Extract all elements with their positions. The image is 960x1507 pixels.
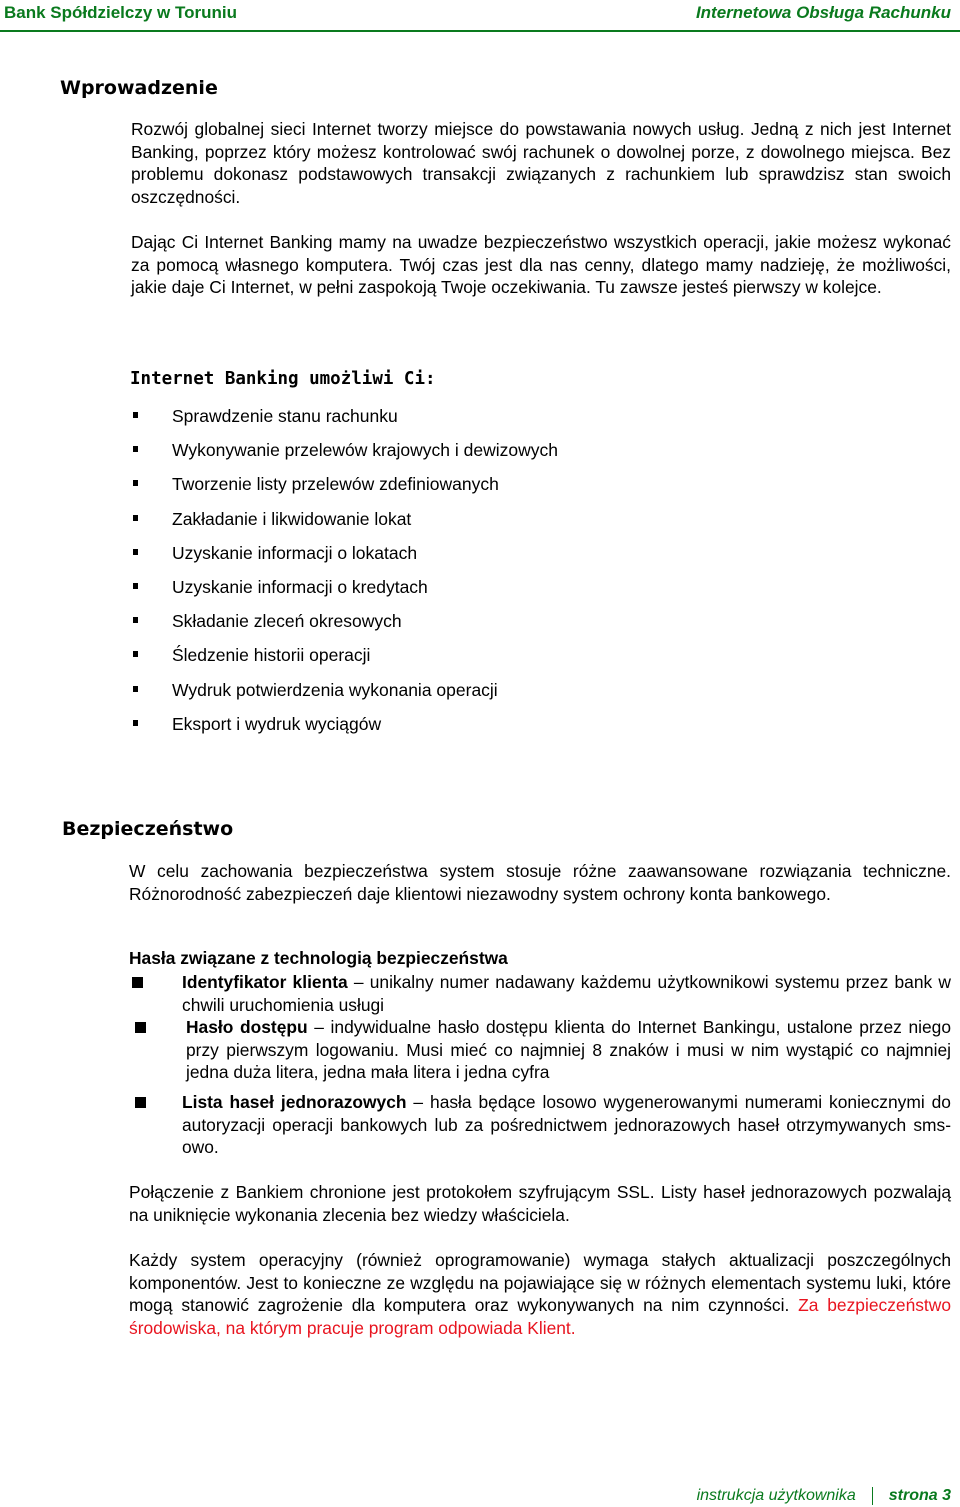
security-paragraph-2: Połączenie z Bankiem chronione jest protokołem szyfrującym SSL. Listy haseł jednorazowych pozwalają na uniknięcie wykonania zlecenia bez wiedzy właściciela.	[129, 1182, 951, 1225]
page-header	[0, 0, 960, 32]
security-paragraph-3: Każdy system operacyjny (również oprogramowanie) wymaga stałych aktualizacji poszczególnych komponentów. Jest to konieczne ze względu na pojawiające się w różnych elementach systemu luki, które mogą stanowić zagrożenie dla komputera oraz wykonywanych na nim czynności. Za bezpieczeństwo środowiska, na którym pracuje program odpowiada Klient.	[129, 1250, 951, 1338]
list-item: Składanie zleceń okresowych	[130, 609, 830, 643]
list-item	[128, 1016, 951, 1084]
list-item: Zakładanie i likwidowanie lokat	[130, 507, 830, 541]
bullet-square-icon	[135, 1022, 146, 1033]
list-item: Wydruk potwierdzenia wykonania operacji	[130, 678, 830, 712]
footer-label: instrukcja użytkownika	[696, 1487, 856, 1504]
page-number: strona 3	[888, 1487, 951, 1504]
term-client-id: Identyfikator klienta	[182, 972, 348, 992]
list-item: Śledzenie historii operacji	[130, 643, 830, 677]
bullet-square-icon	[133, 412, 138, 418]
features-list	[130, 404, 830, 746]
bullet-square-icon	[132, 977, 143, 988]
intro-paragraph-1: Rozwój globalnej sieci Internet tworzy miejsce do powstawania nowych usług. Jedną z nich jest Internet Banking, poprzez który możesz kontrolować swój rachunek o dowolnej porze, z dowolnego miejsca. Bez problemu dokonasz podstawowych transakcji związanych z rachunkiem lub sprawdzisz stan swoich oszczędności.	[131, 119, 951, 207]
list-item	[128, 971, 951, 1016]
section-title-security: Bezpieczeństwo	[62, 818, 234, 840]
features-heading: Internet Banking umożliwi Ci:	[130, 369, 436, 389]
bullet-square-icon	[135, 1097, 146, 1108]
term-access-password: Hasło dostępu	[186, 1017, 308, 1037]
bullet-square-icon	[133, 446, 138, 452]
list-item: Tworzenie listy przelewów zdefiniowanych	[130, 472, 830, 506]
bullet-square-icon	[133, 651, 138, 657]
bank-name: Bank Spółdzielczy w Toruniu	[4, 3, 237, 22]
passwords-subheading: Hasła związane z technologią bezpieczeństwa	[129, 948, 508, 968]
list-item	[128, 1091, 951, 1159]
bullet-square-icon	[133, 583, 138, 589]
document-title: Internetowa Obsługa Rachunku	[695, 3, 951, 22]
client-responsibility-note: Za bezpieczeństwo środowiska, na którym pracuje program odpowiada Klient.	[129, 1295, 951, 1338]
term-description: – indywidualne hasło dostępu klienta do Internet Bankingu, ustalone przez niego przy pierwszym logowaniu. Musi mieć co najmniej 8 znaków i musi w nim wystąpić co najmniej jedna duża litera, jedna mała litera i jedna cyfra	[186, 1017, 951, 1083]
intro-paragraph-2: Dając Ci Internet Banking mamy na uwadze bezpieczeństwo wszystkich operacji, jakie możesz wykonać za pomocą własnego komputera. Twój czas jest dla nas cenny, dlatego mamy nadzieję, że możliwości, jakie daje Ci Internet, w pełni zaspokoją Twoje oczekiwania. Tu zawsze jesteś pierwszy w kolejce.	[131, 232, 951, 298]
security-paragraph-1: W celu zachowania bezpieczeństwa system stosuje różne zaawansowane rozwiązania techniczne. Różnorodność zabezpieczeń daje klientowi niezawodny system ochrony konta bankowego.	[129, 861, 951, 904]
section-title-intro: Wprowadzenie	[60, 77, 218, 99]
bullet-square-icon	[133, 549, 138, 555]
list-item: Wykonywanie przelewów krajowych i dewizowych	[130, 438, 830, 472]
term-description: – unikalny numer nadawany każdemu użytkownikowi systemu przez bank w chwili uruchomienia usługi	[182, 972, 951, 1015]
list-item: Eksport i wydruk wyciągów	[130, 712, 830, 746]
bullet-square-icon	[133, 515, 138, 521]
list-item: Uzyskanie informacji o kredytach	[130, 575, 830, 609]
list-item: Sprawdzenie stanu rachunku	[130, 404, 830, 438]
term-description: – hasła będące losowo wygenerowanymi numerami koniecznymi do autoryzacji operacji bankowych lub za pośrednictwem jednorazowych haseł otrzymywanych sms-owo.	[182, 1092, 951, 1158]
page-footer	[697, 1487, 951, 1505]
list-item: Uzyskanie informacji o lokatach	[130, 541, 830, 575]
bullet-square-icon	[133, 720, 138, 726]
bullet-square-icon	[133, 480, 138, 486]
term-otp-list: Lista haseł jednorazowych	[182, 1092, 407, 1112]
bullet-square-icon	[133, 617, 138, 623]
footer-divider	[872, 1487, 873, 1505]
bullet-square-icon	[133, 686, 138, 692]
